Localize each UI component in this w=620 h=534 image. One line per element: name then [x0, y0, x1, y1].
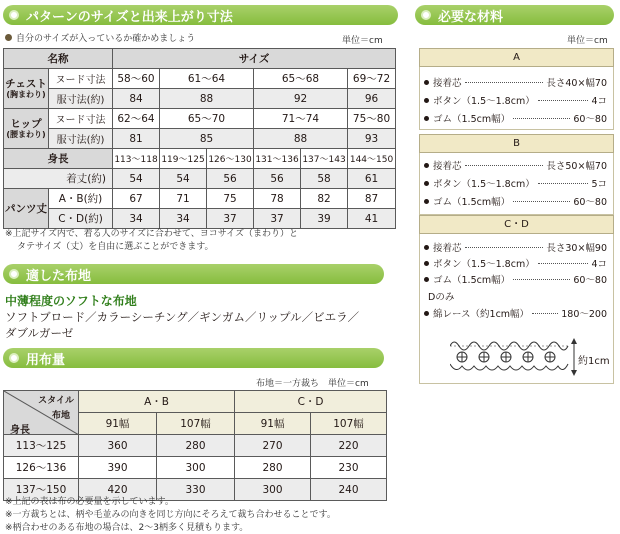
bullet-icon	[424, 277, 429, 282]
fabric-heading: 中薄程度のソフトな布地	[5, 294, 137, 308]
material-qty: 長さ50×幅70	[546, 161, 607, 172]
leader-dots	[538, 183, 589, 184]
diagonal-header	[4, 391, 79, 435]
materials-group-b	[419, 153, 614, 215]
cell: 84	[113, 89, 160, 109]
cell: 69〜72	[348, 69, 396, 89]
cell: 82	[301, 189, 348, 209]
section-title: 必要な材料	[438, 9, 504, 25]
cell: 330	[157, 479, 235, 501]
material-name: ゴム（1.5cm幅）	[433, 197, 511, 208]
section-banner-pattern-size	[3, 5, 398, 25]
section-banner-usage	[3, 348, 384, 368]
usage-note-3: ※柄合わせのある布地の場合は、2〜3柄多く見積もります。	[5, 523, 249, 533]
cell: 71	[160, 189, 207, 209]
bullet-icon	[424, 245, 429, 250]
height-cell: 119〜125	[160, 149, 207, 169]
material-item	[424, 109, 607, 127]
leader-dots	[538, 263, 589, 264]
height-cell: 113〜118	[113, 149, 160, 169]
materials-group-cd	[419, 234, 614, 384]
bullet-icon	[424, 199, 429, 204]
cell: 300	[157, 457, 235, 479]
cell: 39	[301, 209, 348, 229]
cell: 93	[348, 129, 396, 149]
material-qty: 4コ	[591, 259, 607, 270]
size-table	[3, 48, 396, 229]
materials-group-b-header: B	[419, 134, 614, 153]
material-item	[424, 304, 607, 322]
material-name: ゴム（1.5cm幅）	[433, 275, 511, 286]
hip-label: ヒップ (腰まわり)	[4, 109, 49, 149]
height-label: 身長	[4, 149, 113, 169]
bullet-icon	[9, 353, 19, 363]
usage-note: 布地＝一方裁ち 単位＝cm	[256, 379, 369, 389]
bullet-icon	[424, 261, 429, 266]
material-item	[424, 174, 607, 192]
leader-dots	[538, 100, 589, 101]
cell: 390	[79, 457, 157, 479]
fabric-label: 布地	[51, 411, 70, 421]
height-cell: 144〜150	[348, 149, 396, 169]
bullet-icon	[9, 269, 19, 279]
material-name: ボタン（1.5〜1.8cm）	[433, 179, 535, 190]
cell: 61〜64	[160, 69, 254, 89]
width-header: 91幅	[79, 413, 157, 435]
material-name: ボタン（1.5〜1.8cm）	[433, 259, 535, 270]
material-qty: 4コ	[591, 96, 607, 107]
cell: 88	[160, 89, 254, 109]
cell: 71〜74	[254, 109, 348, 129]
size-note-2: タテサイズ（丈）を自由に選ぶことができます。	[17, 242, 214, 252]
leader-dots	[465, 165, 544, 166]
section-title: 用布量	[26, 352, 66, 368]
bullet-icon	[424, 163, 429, 168]
style-cd-header: C・D	[235, 391, 387, 413]
cell: 420	[79, 479, 157, 501]
cell: 92	[254, 89, 348, 109]
garment-label: 服寸法(約)	[49, 89, 113, 109]
fabric-list-line2: ダブルガーゼ	[5, 326, 74, 340]
nude-label: ヌード寸法	[49, 69, 113, 89]
section-banner-fabric	[3, 264, 384, 284]
row-height: 126〜136	[4, 457, 79, 479]
material-item	[424, 192, 607, 210]
cell: 81	[113, 129, 160, 149]
cell: 62〜64	[113, 109, 160, 129]
cell: 75	[207, 189, 254, 209]
cell: 96	[348, 89, 396, 109]
height-label: 身長	[10, 425, 30, 436]
cell: 61	[348, 169, 396, 189]
leader-dots	[513, 279, 570, 280]
material-item	[424, 270, 607, 288]
leader-dots	[465, 82, 544, 83]
cell: 240	[311, 479, 387, 501]
name-header: 名称	[4, 49, 113, 69]
fabric-usage-table	[3, 390, 387, 501]
width-header: 107幅	[157, 413, 235, 435]
ab-label: A・B(約)	[49, 189, 113, 209]
cell: 220	[311, 435, 387, 457]
cell: 34	[113, 209, 160, 229]
cell: 67	[113, 189, 160, 209]
material-name: ゴム（1.5cm幅）	[433, 114, 511, 125]
section-title: パターンのサイズと出来上がり寸法	[26, 9, 233, 25]
bullet-icon	[9, 10, 19, 20]
cell: 280	[157, 435, 235, 457]
table-row	[4, 435, 387, 457]
bullet-icon	[424, 80, 429, 85]
style-label: スタイル	[38, 396, 74, 406]
leader-dots	[532, 313, 558, 314]
cell: 34	[160, 209, 207, 229]
cell: 88	[254, 129, 348, 149]
cell: 54	[160, 169, 207, 189]
cell: 65〜68	[254, 69, 348, 89]
size-guide-text: 自分のサイズが入っているか確かめましょう	[16, 34, 196, 44]
material-qty: 5コ	[591, 179, 607, 190]
cell: 300	[235, 479, 311, 501]
chest-label: チェスト (胸まわり)	[4, 69, 49, 109]
material-name: 接着芯	[433, 78, 462, 89]
pants-label: パンツ丈	[4, 189, 49, 229]
usage-note-1: ※上記の表は布の必要量を示しています。	[5, 497, 174, 507]
style-ab-header: A・B	[79, 391, 235, 413]
cell: 270	[235, 435, 311, 457]
material-item	[424, 156, 607, 174]
lace-width-label: 約1cm	[578, 356, 610, 367]
leader-dots	[465, 247, 544, 248]
material-qty: 60〜80	[573, 275, 607, 286]
cell: 58〜60	[113, 69, 160, 89]
cell: 56	[207, 169, 254, 189]
cell: 230	[311, 457, 387, 479]
fabric-list-line1: ソフトブロード／カラーシーチング／ギンガム／リップル／ビエラ／	[5, 310, 360, 324]
cell: 54	[113, 169, 160, 189]
size-guide-note	[5, 31, 195, 44]
bullet-icon	[5, 34, 12, 41]
material-name: 接着芯	[433, 243, 462, 254]
materials-unit: 単位＝cm	[567, 36, 608, 46]
unit-label: 単位＝cm	[342, 36, 383, 46]
width-header: 91幅	[235, 413, 311, 435]
material-qty: 60〜80	[573, 197, 607, 208]
bullet-icon	[424, 181, 429, 186]
leader-dots	[513, 118, 570, 119]
cell: 65〜70	[160, 109, 254, 129]
height-cell: 131〜136	[254, 149, 301, 169]
row-height: 137〜150	[4, 479, 79, 501]
cell: 360	[79, 435, 157, 457]
material-name: 綿レース（約1cm幅）	[433, 309, 530, 320]
section-title: 適した布地	[26, 268, 92, 284]
height-cell: 137〜143	[301, 149, 348, 169]
bullet-icon	[424, 98, 429, 103]
section-banner-materials	[415, 5, 614, 25]
material-qty: 180〜200	[561, 309, 607, 320]
usage-note-2: ※一方裁ちとは、柄や毛並みの向きを同じ方向にそろえて裁ち合わせることです。	[5, 510, 336, 520]
nude-label: ヌード寸法	[49, 109, 113, 129]
materials-group-a-header: A	[419, 48, 614, 67]
leader-dots	[513, 201, 570, 202]
d-only-label: Dのみ	[428, 292, 455, 303]
cell: 87	[348, 189, 396, 209]
materials-group-cd-header: C・D	[419, 215, 614, 234]
cell: 280	[235, 457, 311, 479]
cell: 37	[254, 209, 301, 229]
length-label: 着丈(約)	[4, 169, 113, 189]
height-cell: 126〜130	[207, 149, 254, 169]
cell: 37	[207, 209, 254, 229]
material-qty: 長さ40×幅70	[546, 78, 607, 89]
cell: 78	[254, 189, 301, 209]
materials-group-a	[419, 67, 614, 130]
bullet-icon	[421, 10, 431, 20]
material-name: ボタン（1.5〜1.8cm）	[433, 96, 535, 107]
material-name: 接着芯	[433, 161, 462, 172]
bullet-icon	[424, 116, 429, 121]
material-qty: 60〜80	[573, 114, 607, 125]
bullet-icon	[424, 311, 429, 316]
garment-label: 服寸法(約)	[49, 129, 113, 149]
size-note-1: ※上記サイズ内で、着る人のサイズに合わせて、ヨコサイズ（まわり）と	[5, 229, 299, 239]
cell: 41	[348, 209, 396, 229]
table-row	[4, 457, 387, 479]
cell: 58	[301, 169, 348, 189]
width-header: 107幅	[311, 413, 387, 435]
cell: 56	[254, 169, 301, 189]
cell: 75〜80	[348, 109, 396, 129]
material-item	[424, 91, 607, 109]
size-header: サイズ	[113, 49, 396, 69]
cell: 85	[160, 129, 254, 149]
row-height: 113〜125	[4, 435, 79, 457]
material-item	[424, 73, 607, 91]
cd-label: C・D(約)	[49, 209, 113, 229]
material-qty: 長さ30×幅90	[546, 243, 607, 254]
